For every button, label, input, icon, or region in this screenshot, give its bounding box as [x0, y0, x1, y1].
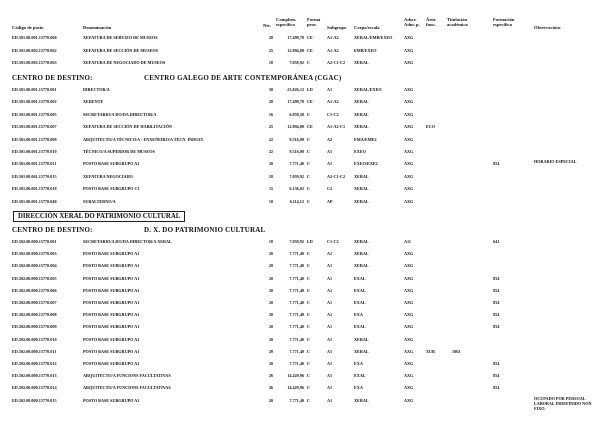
cell-corp: XERAL: [354, 173, 369, 179]
cell-comp: 7.771,40: [289, 161, 304, 167]
cell-comp: 7.771,40: [289, 287, 304, 293]
cell-sg: A1: [327, 300, 333, 305]
cell-nv: 18: [268, 239, 273, 244]
cell-fp: C: [307, 263, 311, 269]
cell-code: ED.502.00.000.15770.010: [12, 336, 57, 342]
cell-code: ED.501.00.002.15770.063: [12, 60, 57, 65]
cell-name: SECRETARIO/A DO/DA DIRECTOR/A XERAL: [83, 239, 172, 244]
cell-obs: OCUPADO POR PERSOAL LABORAL INDEFINIDO NON FIXO.: [534, 395, 592, 411]
cell-nv: 26: [268, 373, 273, 379]
centro-destino-label-1: CENTRO DE DESTINO:: [12, 74, 93, 82]
cell-name: SECRETARIO/A DO/DA DIRECTOR/A: [83, 111, 157, 117]
table-row: [0, 311, 615, 318]
cell-fp: C: [307, 161, 311, 167]
cell-sg: A2-C1-C2: [327, 173, 346, 179]
cell-nv: 20: [268, 161, 273, 167]
cell-name: POSTO BASE SUBGRUPO A1: [83, 336, 140, 342]
table-row: [0, 98, 615, 105]
cell-adm: AXG: [404, 186, 414, 192]
cell-nv: 22: [268, 149, 273, 154]
cell-comp: 14.429,96: [287, 373, 304, 379]
cell-code: ED.501.00.001.15770.018: [12, 186, 57, 192]
cell-corp: XERAL: [354, 60, 369, 65]
centro-destino-name-1: CENTRO GALEGO DE ARTE CONTEMPORÁNEA (CGAC): [144, 74, 342, 82]
cell-nv: 22: [268, 136, 273, 142]
cell-fp: C: [307, 361, 311, 366]
cell-adm: AXG: [404, 87, 414, 92]
cell-adm: AXG: [404, 198, 414, 204]
cell-adm: AXG: [404, 361, 414, 366]
cell-fp: C: [307, 136, 311, 142]
cell-adm: AXG: [404, 251, 414, 257]
table-row: [0, 287, 615, 294]
cell-sg: A1-A2: [327, 47, 339, 53]
cell-code: ED.501.00.001.15770.060: [12, 35, 57, 40]
cell-comp: 7.771,40: [289, 263, 304, 269]
table-row: [0, 185, 615, 192]
cell-sg: A2-C1-C2: [327, 60, 346, 65]
cell-sg: C1-C2: [327, 239, 339, 244]
cell-corp: XERAL/EMB/EXEO: [354, 35, 393, 40]
cell-comp: 7.771,40: [289, 336, 304, 342]
cell-sg: A1: [327, 149, 333, 154]
cell-adm: AXG: [404, 324, 414, 330]
cell-name: POSTO BASE SUBGRUPO A1: [83, 287, 140, 293]
cell-name: SUBALTERNO/A: [83, 198, 116, 204]
cell-nv: 20: [268, 336, 273, 342]
cell-sg: A1: [327, 373, 333, 379]
cell-fp: C: [307, 275, 311, 281]
cell-name: ARQUITECTO/A TÉCNICO/A - ENXEÑEIRO/A TÉCN. INDUST.: [83, 136, 205, 142]
cell-fp: C: [307, 287, 311, 293]
cell-fp: C: [307, 186, 311, 192]
table-row: [0, 323, 615, 330]
table-row: [0, 34, 615, 41]
cell-corp: XERAL: [354, 124, 369, 130]
cell-area: XUR: [426, 348, 436, 354]
cell-code: ED.502.00.000.15770.003: [12, 251, 57, 257]
table-row: [0, 299, 615, 306]
cell-sg: A1: [327, 251, 333, 257]
cell-adm: AXG: [404, 99, 414, 105]
cell-fp: LD: [307, 239, 313, 244]
cell-code: ED.501.00.002.15770.062: [12, 47, 57, 53]
cell-fp: C: [307, 373, 311, 379]
cell-sg: A1: [327, 275, 333, 281]
cell-name: XEFATURA NEGOCIADO: [83, 173, 133, 179]
cell-adm: AXG: [404, 336, 414, 342]
cell-name: DIRECTOR/A: [83, 87, 110, 92]
cell-adm: AXG: [404, 275, 414, 281]
cell-sg: A1: [327, 161, 333, 167]
cell-nv: 15: [268, 186, 273, 192]
cell-nv: 18: [268, 173, 273, 179]
cell-form: 854: [493, 324, 500, 330]
direccion-box: DIRECCIÓN XERAL DO PATRIMONIO CULTURAL: [13, 211, 185, 222]
cell-adm: AXG: [404, 149, 414, 154]
cell-form: 854: [493, 287, 500, 293]
table-row: [0, 111, 615, 118]
cell-nv: 20: [268, 324, 273, 330]
cell-comp: 6.136,02: [289, 186, 304, 192]
cell-nv: 26: [268, 385, 273, 391]
cell-sg: C2: [327, 186, 333, 192]
cell-corp: XERAL: [354, 198, 369, 204]
cell-nv: 16: [268, 111, 273, 117]
cell-comp: 7.771,40: [289, 348, 304, 354]
cell-code: ED.501.00.001.15770.009: [12, 136, 57, 142]
cell-code: ED.501.00.001.15770.010: [12, 149, 57, 154]
header-corpo: Corpo/escala: [354, 25, 380, 30]
header-subgrupo: Subgrupo: [327, 25, 347, 30]
cell-corp: XERAL: [354, 397, 369, 403]
table-row: [0, 59, 615, 66]
cell-name: XEFATURA DE SERVIZO DE MUSEOS: [83, 35, 158, 40]
cell-sg: A1: [327, 312, 333, 318]
cell-code: ED.501.00.001.15770.005: [12, 111, 57, 117]
cell-corp: EMA/EME2: [354, 136, 377, 142]
cell-sg: A1-A2-C1: [327, 124, 346, 130]
cell-fp: C: [307, 251, 311, 257]
cell-corp: XERAL: [354, 263, 369, 269]
cell-corp: XERAL: [354, 99, 369, 105]
cell-nv: 20: [268, 348, 273, 354]
cell-fp: C: [307, 385, 311, 391]
cell-fp: C: [307, 173, 311, 179]
header-area: Área func.: [426, 17, 436, 28]
table-row: [0, 123, 615, 130]
cell-comp: 7.771,40: [289, 361, 304, 366]
cell-sg: A1: [327, 361, 333, 366]
cell-adm: AXG: [404, 60, 414, 65]
cell-name: POSTO BASE SUBGRUPO A1: [83, 324, 140, 330]
cell-sg: AP: [327, 198, 333, 204]
cell-fp: C: [307, 60, 311, 65]
cell-name: POSTO BASE SUBGRUPO A1: [83, 251, 140, 257]
cell-form: 854: [493, 300, 500, 305]
cell-comp: 7.059,92: [289, 60, 304, 65]
cell-comp: 7.771,40: [289, 312, 304, 318]
table-row: [0, 384, 615, 391]
cell-adm: AXG: [404, 47, 414, 53]
cell-adm: AXG: [404, 397, 414, 403]
cell-adm: A11: [404, 239, 411, 244]
centro-destino-name-2: D. X. DO PATRIMONIO CULTURAL: [144, 226, 266, 234]
cell-fp: CE: [307, 99, 313, 105]
cell-comp: 7.771,40: [289, 275, 304, 281]
cell-sg: A1: [327, 263, 333, 269]
cell-nv: 20: [268, 275, 273, 281]
cell-corp: XERAL: [354, 336, 369, 342]
cell-comp: 9.516,08: [289, 136, 304, 142]
cell-comp: 12.894,00: [287, 124, 304, 130]
cell-adm: AXG: [404, 111, 414, 117]
cell-corp: XERAL: [354, 251, 369, 257]
cell-nv: 20: [268, 251, 273, 257]
cell-fp: LD: [307, 87, 313, 92]
cell-name: POSTO BASE SUBGRUPO A1: [83, 263, 140, 269]
header-denominacion: Denominación: [83, 25, 112, 30]
cell-comp: 14.429,96: [287, 385, 304, 391]
cell-fp: C: [307, 111, 311, 117]
cell-corp: XERAL: [354, 186, 369, 192]
cell-nv: 20: [268, 263, 273, 269]
cell-sg: A1: [327, 87, 333, 92]
table-row: [0, 136, 615, 143]
cell-form: 854: [493, 385, 500, 391]
cell-code: ED.502.00.000.15770.005: [12, 275, 57, 281]
cell-corp: EXEO: [354, 149, 366, 154]
cell-name: POSTO BASE SUBGRUPO A1: [83, 300, 140, 305]
cell-fp: C: [307, 300, 311, 305]
header-complemento: Complem. específico: [276, 17, 297, 28]
table-row: [0, 372, 615, 379]
cell-corp: XERAL/EXEO: [354, 87, 382, 92]
cell-name: TÉCNICO/A SUPERIOR DE MUSEOS: [83, 149, 155, 154]
cell-sg: A2: [327, 136, 333, 142]
cell-code: ED.501.00.001.15770.001: [12, 87, 57, 92]
cell-comp: 17.499,78: [287, 99, 304, 105]
cell-sg: A1-A2: [327, 99, 339, 105]
cell-sg: A1-A2: [327, 35, 339, 40]
cell-adm: AXG: [404, 373, 414, 379]
header-formacion: Formación específica: [493, 17, 515, 28]
cell-adm: AXG: [404, 300, 414, 305]
cell-code: ED.502.00.000.15770.014: [12, 385, 57, 391]
cell-nv: 25: [268, 124, 273, 130]
cell-corp: EXA: [354, 385, 363, 391]
cell-nv: 28: [268, 99, 273, 105]
cell-nv: 20: [268, 361, 273, 366]
cell-code: ED.502.00.000.15770.009: [12, 324, 57, 330]
table-row: [0, 336, 615, 343]
cell-nv: 25: [268, 47, 273, 53]
cell-nv: 20: [268, 287, 273, 293]
cell-name: POSTO BASE SUBGRUPO A1: [83, 312, 140, 318]
cell-comp: 7.771,40: [289, 397, 304, 403]
cell-code: ED.501.00.001.15770.007: [12, 124, 57, 130]
cell-corp: XERAL: [354, 111, 369, 117]
cell-fp: C: [307, 336, 311, 342]
table-row: [0, 86, 615, 93]
cell-corp: XERAL: [354, 348, 369, 354]
cell-adm: AXG: [404, 136, 414, 142]
cell-adm: AXG: [404, 263, 414, 269]
cell-name: ARQUITECTO/A FUNCIONS FACULTATIVAS: [83, 373, 171, 379]
cell-sg: A1: [327, 385, 333, 391]
cell-name: ARQUITECTO/A FUNCIONS FACULTATIVAS: [83, 385, 171, 391]
cell-sg: A1: [327, 397, 333, 403]
cell-code: ED.502.00.000.15770.015: [12, 397, 57, 403]
cell-corp: EMB/EXEO: [354, 47, 377, 53]
cell-fp: CE: [307, 47, 313, 53]
cell-fp: C: [307, 324, 311, 330]
cell-fp: C: [307, 348, 311, 354]
header-nivel: Niv.: [263, 23, 271, 28]
cell-code: ED.502.00.000.15770.013: [12, 373, 57, 379]
cell-fp: C: [307, 397, 311, 403]
cell-form: 854: [493, 373, 500, 379]
cell-form: 854: [493, 312, 500, 318]
table-row: [0, 160, 615, 167]
cell-corp: EXAL: [354, 324, 366, 330]
table-row: [0, 275, 615, 282]
cell-corp: EXEO/EXE2: [354, 161, 378, 167]
cell-name: POSTO BASE SUBGRUPO C1: [83, 186, 140, 192]
table-row: [0, 198, 615, 205]
cell-corp: EXAL: [354, 287, 366, 293]
cell-code: ED.501.00.001.15770.002: [12, 99, 57, 105]
cell-name: POSTO BASE SUBGRUPO A1: [83, 348, 140, 354]
cell-adm: AXG: [404, 312, 414, 318]
header-adscricion: Adscr. Adm. p.: [404, 17, 420, 28]
cell-sg: C1-C2: [327, 111, 339, 117]
cell-name: POSTO BASE SUBGRUPO A1: [83, 275, 140, 281]
cell-comp: 7.059,92: [289, 173, 304, 179]
cell-adm: AXG: [404, 287, 414, 293]
cell-form: 854: [493, 161, 500, 167]
header-titulacion: Titulación académica: [447, 17, 468, 28]
cell-nv: 28: [268, 35, 273, 40]
cell-corp: EXAL: [354, 275, 366, 281]
cell-form: 854: [493, 275, 500, 281]
cell-adm: AXG: [404, 35, 414, 40]
cell-code: ED.501.00.001.15770.011: [12, 161, 57, 167]
cell-code: ED.502.00.000.15770.012: [12, 361, 57, 366]
cell-comp: 17.499,78: [287, 35, 304, 40]
table-row: [0, 148, 615, 155]
header-forma: Forma prov.: [307, 17, 321, 28]
table-row: [0, 395, 615, 411]
cell-nv: 30: [268, 87, 273, 92]
cell-comp: 7.059,92: [289, 239, 304, 244]
cell-nv: 10: [268, 198, 273, 204]
table-row: [0, 47, 615, 54]
cell-fp: C: [307, 198, 311, 204]
cell-adm: AXG: [404, 348, 414, 354]
cell-adm: AXG: [404, 161, 414, 167]
cell-obs: HORARIO ESPECIAL: [534, 159, 577, 165]
cell-nv: 20: [268, 312, 273, 318]
table-row: [0, 348, 615, 355]
cell-comp: 7.771,40: [289, 300, 304, 305]
cell-sg: A1: [327, 287, 333, 293]
cell-comp: 7.771,40: [289, 324, 304, 330]
table-row: [0, 250, 615, 257]
cell-form: 641: [493, 239, 500, 244]
cell-sg: A1: [327, 324, 333, 330]
header-observacions: Observacións: [534, 25, 561, 30]
cell-fp: C: [307, 312, 311, 318]
cell-corp: EXAL: [354, 300, 366, 305]
cell-corp: EXA: [354, 312, 363, 318]
header-codigo: Código de posto: [12, 25, 44, 30]
cell-area: ECO: [426, 124, 436, 130]
cell-tit: 1063: [452, 348, 461, 354]
table-row: [0, 238, 615, 245]
cell-name: POSTO BASE SUBGRUPO A1: [83, 161, 140, 167]
cell-adm: AXG: [404, 124, 414, 130]
cell-code: ED.502.00.000.15770.007: [12, 300, 57, 305]
cell-code: ED.501.00.001.15770.040: [12, 198, 57, 204]
cell-name: XERENTE: [83, 99, 104, 105]
cell-name: XEFATURA DE SECCIÓN DE HABILITACIÓN: [83, 124, 172, 130]
cell-comp: 6.114,12: [289, 198, 304, 204]
centro-destino-label-2: CENTRO DE DESTINO:: [12, 226, 93, 234]
cell-sg: A1: [327, 348, 333, 354]
cell-code: ED.502.00.000.15770.011: [12, 348, 57, 354]
cell-comp: 9.516,08: [289, 149, 304, 154]
cell-code: ED.501.00.001.15770.015: [12, 173, 57, 179]
cell-code: ED.502.00.000.15770.008: [12, 312, 57, 318]
cell-comp: 7.771,40: [289, 251, 304, 257]
cell-corp: EXA: [354, 361, 363, 366]
cell-name: POSTO BASE SUBGRUPO A1: [83, 397, 140, 403]
cell-adm: AXG: [404, 173, 414, 179]
cell-fp: CE: [307, 124, 313, 130]
cell-form: 854: [493, 361, 500, 366]
table-row: [0, 360, 615, 367]
cell-code: ED.502.00.000.15770.001: [12, 239, 57, 244]
cell-nv: 20: [268, 397, 273, 403]
table-row: [0, 262, 615, 269]
cell-comp: 12.894,00: [287, 47, 304, 53]
cell-adm: AXG: [404, 385, 414, 391]
cell-name: XEFATURA DE NEGOCIADO DE MUSEOS: [83, 60, 166, 65]
cell-nv: 20: [268, 300, 273, 305]
cell-fp: C: [307, 149, 311, 154]
table-row: [0, 173, 615, 180]
cell-corp: EXAL: [354, 373, 366, 379]
cell-nv: 18: [268, 60, 273, 65]
cell-code: ED.502.00.000.15770.006: [12, 287, 57, 293]
cell-name: POSTO BASE SUBGRUPO A1: [83, 361, 140, 366]
cell-fp: CE: [307, 35, 313, 40]
cell-name: XEFATURA DE SECCIÓN DE MUSEOS: [83, 47, 158, 53]
cell-comp: 6.850,58: [289, 111, 304, 117]
cell-comp: 23.026,12: [287, 87, 304, 92]
cell-corp: XERAL: [354, 239, 369, 244]
cell-sg: A1: [327, 336, 333, 342]
cell-code: ED.502.00.000.15770.004: [12, 263, 57, 269]
